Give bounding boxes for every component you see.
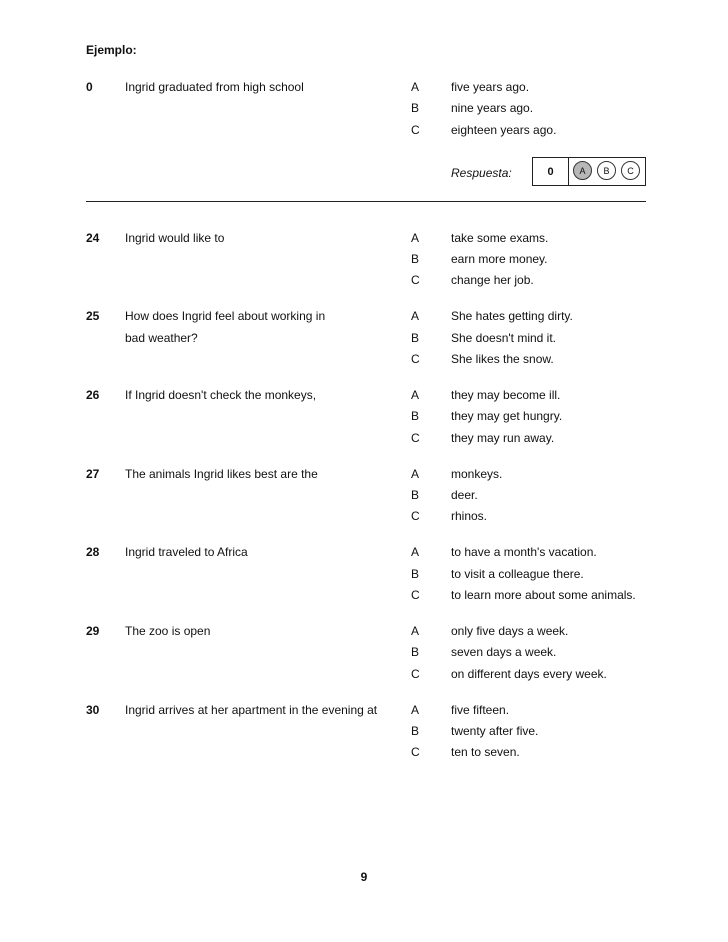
option-text: monkeys.	[451, 467, 503, 481]
option-text: take some exams.	[451, 231, 549, 245]
option-text: seven days a week.	[451, 645, 557, 659]
example-option-letter: C	[411, 123, 420, 137]
option-text: on different days every week.	[451, 667, 607, 681]
option-letter: C	[411, 588, 420, 602]
question-stem: The zoo is open	[125, 624, 211, 638]
option-letter: C	[411, 431, 420, 445]
option-letter: B	[411, 567, 420, 581]
answer-bubble-a: A	[573, 161, 592, 180]
question-number: 29	[86, 624, 100, 638]
option-text: ten to seven.	[451, 745, 520, 759]
example-option-text: nine years ago.	[451, 101, 534, 115]
question-stem: Ingrid traveled to Africa	[125, 545, 248, 559]
question-stem: The animals Ingrid likes best are the	[125, 467, 318, 481]
question-number: 30	[86, 703, 100, 717]
answer-bubble-b: B	[597, 161, 616, 180]
question-number: 26	[86, 388, 100, 402]
option-letter: B	[411, 252, 420, 266]
option-letter: C	[411, 745, 420, 759]
option-letter: A	[411, 231, 420, 245]
option-letter: C	[411, 273, 420, 287]
answer-box-number: 0	[533, 158, 569, 185]
question-number: 24	[86, 231, 100, 245]
option-letter: B	[411, 645, 420, 659]
example-heading: Ejemplo:	[86, 43, 137, 57]
question-stem: Ingrid arrives at her apartment in the evening at	[125, 703, 378, 717]
option-letter: A	[411, 624, 420, 638]
page-number: 9	[360, 870, 368, 884]
question-number: 25	[86, 309, 100, 323]
option-text: five fifteen.	[451, 703, 510, 717]
option-text: twenty after five.	[451, 724, 539, 738]
example-option-text: five years ago.	[451, 80, 530, 94]
example-option-letter: B	[411, 101, 420, 115]
option-letter: A	[411, 309, 420, 323]
option-letter: B	[411, 488, 420, 502]
option-text: change her job.	[451, 273, 534, 287]
example-option-letter: A	[411, 80, 420, 94]
option-letter: C	[411, 667, 420, 681]
answer-bubble-c: C	[621, 161, 640, 180]
option-text: they may run away.	[451, 431, 555, 445]
option-text: earn more money.	[451, 252, 548, 266]
option-text: deer.	[451, 488, 478, 502]
option-text: She likes the snow.	[451, 352, 554, 366]
option-letter: B	[411, 724, 420, 738]
question-stem: If Ingrid doesn't check the monkeys,	[125, 388, 317, 402]
option-letter: C	[411, 509, 420, 523]
option-letter: A	[411, 388, 420, 402]
answer-box	[532, 157, 646, 186]
option-text: She hates getting dirty.	[451, 309, 573, 323]
option-letter: A	[411, 703, 420, 717]
option-text: to learn more about some animals.	[451, 588, 636, 602]
question-stem: Ingrid would like to	[125, 231, 225, 245]
option-text: She doesn't mind it.	[451, 331, 557, 345]
question-number: 28	[86, 545, 100, 559]
example-stem: Ingrid graduated from high school	[125, 80, 304, 94]
option-text: to have a month's vacation.	[451, 545, 597, 559]
example-number: 0	[86, 80, 93, 94]
option-letter: C	[411, 352, 420, 366]
option-letter: A	[411, 545, 420, 559]
example-option-text: eighteen years ago.	[451, 123, 557, 137]
section-divider	[86, 201, 646, 202]
option-letter: B	[411, 331, 420, 345]
option-text: only five days a week.	[451, 624, 569, 638]
option-text: they may get hungry.	[451, 409, 563, 423]
option-letter: A	[411, 467, 420, 481]
option-text: they may become ill.	[451, 388, 561, 402]
question-number: 27	[86, 467, 100, 481]
option-text: rhinos.	[451, 509, 488, 523]
option-letter: B	[411, 409, 420, 423]
answer-label: Respuesta:	[451, 166, 512, 180]
question-stem: bad weather?	[125, 331, 198, 345]
question-stem: How does Ingrid feel about working in	[125, 309, 326, 323]
option-text: to visit a colleague there.	[451, 567, 584, 581]
